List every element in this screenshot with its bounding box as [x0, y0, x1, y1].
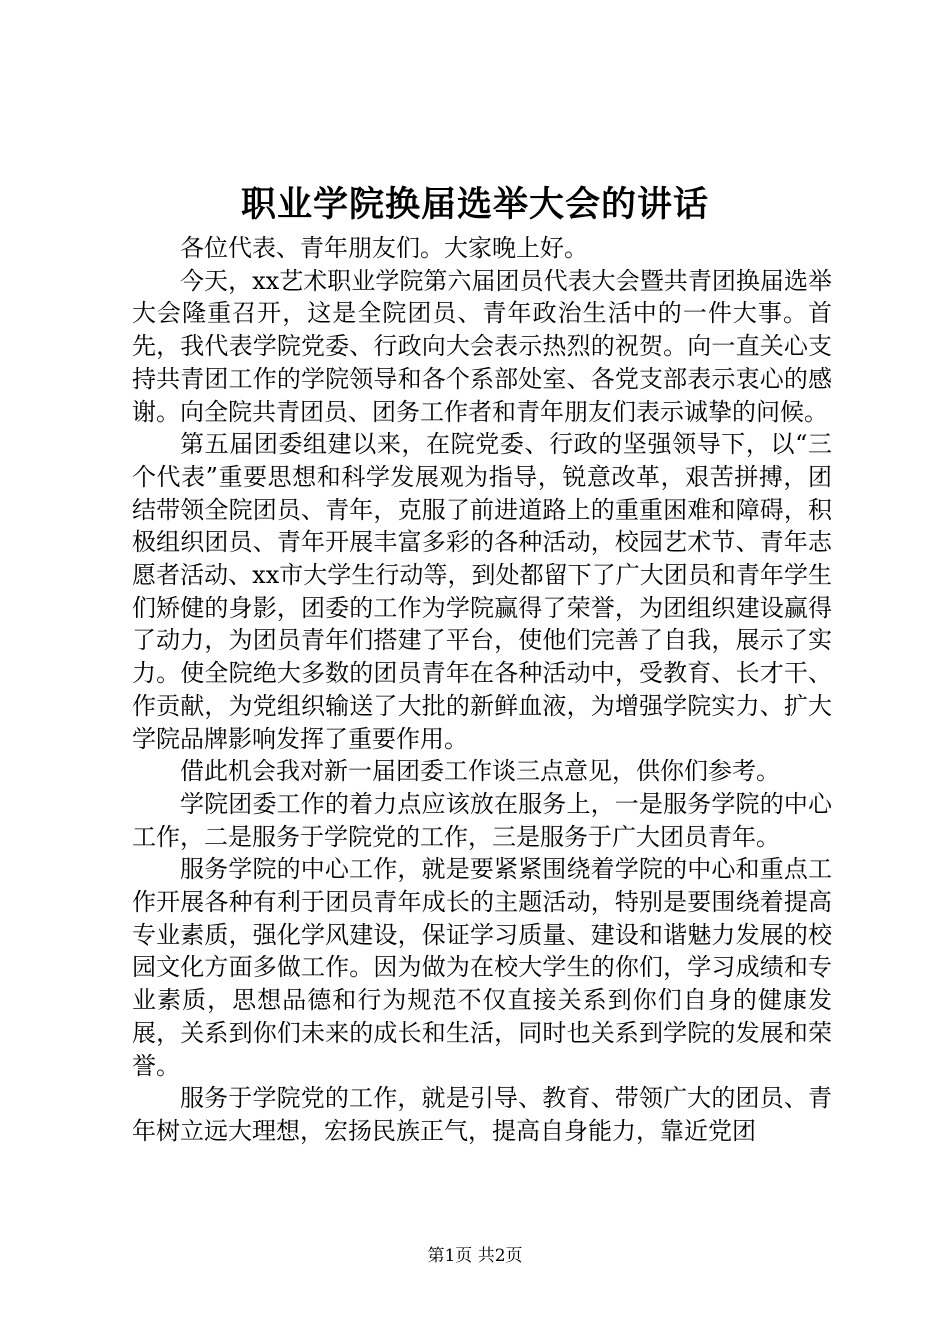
document-body [132, 232, 832, 1148]
paragraph-party-work: 服务于学院党的工作，就是引导、教育、带领广大的团员、青年树立远大理想，宏扬民族正气，提高自身能力，靠近党团 [132, 1084, 832, 1145]
paragraph-central-work: 服务学院的中心工作，就是要紧紧围绕着学院的中心和重点工作开展各种有利于团员青年成长的主题活动，特别是要围绕着提高专业素质，强化学风建设，保证学习质量、建设和谐魅力发展的校园文化方面多做工作。因为做为在校大学生的你们，学习成绩和专业素质，思想品德和行为规范不仅直接关系到你们自身的健康发展，关系到你们未来的成长和生活，同时也关系到学院的发展和荣誉。 [132, 855, 832, 1080]
paragraph-three-points: 借此机会我对新一届团委工作谈三点意见，供你们参考。 [180, 757, 780, 786]
paragraph-achievements: 第五届团委组建以来，在院党委、行政的坚强领导下，以“三个代表”重要思想和科学发展观为指导，锐意改革，艰苦拼搏，团结带领全院团员、青年，克服了前进道路上的重重困难和障碍，积极组织团员、青年开展丰富多彩的各种活动，校园艺术节、青年志愿者活动、xx市大学生行动等，到处都留下了广大团员和青年学生们矫健的身影，团委的工作为学院赢得了荣誉，为团组织建设赢得了动力，为团员青年们搭建了平台，使他们完善了自我，展示了实力。使全院绝大多数的团员青年在各种活动中，受教育、长才干、作贡献，为党组织输送了大批的新鲜血液，为增强学院实力、扩大学院品牌影响发挥了重要作用。 [132, 430, 832, 753]
document-title: 职业学院换届选举大会的讲话 [240, 184, 709, 225]
paragraph-service-focus: 学院团委工作的着力点应该放在服务上，一是服务学院的中心工作，二是服务于学院党的工作，三是服务于广大团员青年。 [132, 789, 832, 851]
paragraph-opening: 今天，xx艺术职业学院第六届团员代表大会暨共青团换届选举大会隆重召开，这是全院团员、青年政治生活中的一件大事。首先，我代表学院党委、行政向大会表示热烈的祝贺。向一直关心支持共青团工作的学院领导和各个系部处室、各党支部表示衷心的感谢。向全院共青团员、团务工作者和青年朋友们表示诚挚的问候。 [132, 266, 832, 426]
paragraph-greeting: 各位代表、青年朋友们。大家晚上好。 [180, 234, 588, 262]
page-number: 第1页 共2页 [427, 1246, 523, 1266]
